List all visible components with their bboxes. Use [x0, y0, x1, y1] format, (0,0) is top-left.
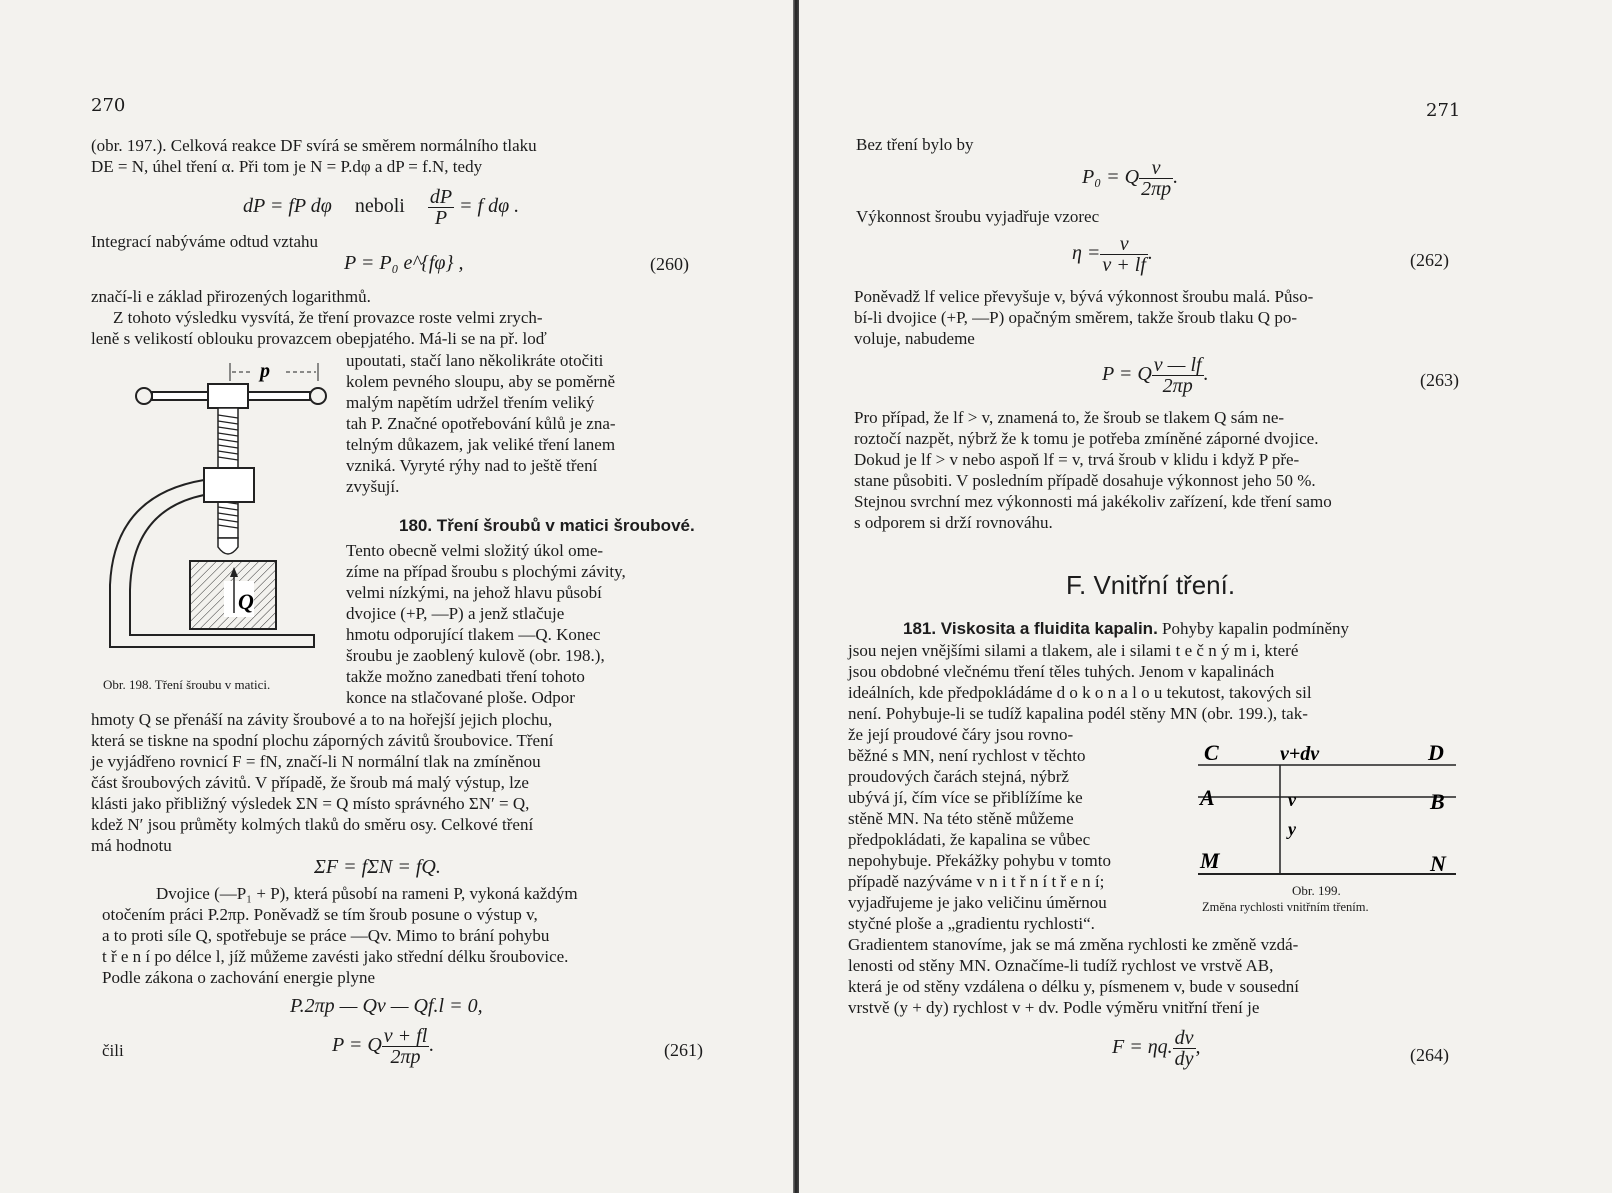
text-line: která je od stěny vzdálena o délku y, písmenem v, bude v sousední — [848, 977, 1300, 996]
equation-264 — [1112, 1028, 1201, 1069]
equation-energy: P.2πp — Qv — Qf.l = 0, — [290, 995, 483, 1017]
eq-fraction — [428, 187, 454, 228]
label-v: v — [1288, 790, 1296, 810]
text-line: běžné s MN, není rychlost v těchto — [848, 746, 1086, 765]
text-line: Dvojice (—P₁ + P), která působí na rameni P, vykoná každým — [156, 884, 578, 903]
text-line: lenosti od stěny MN. Označíme-li tudíž rychlost ve vrstvě AB, — [848, 956, 1274, 975]
label-D: D — [1428, 740, 1444, 765]
book-spine — [793, 0, 799, 1193]
text-line: jsou obdobné vlečnému tření těles tuhých. Jenom v kapalinách — [848, 662, 1275, 681]
text-line: hmotu odporující tlakem —Q. Konec — [346, 625, 601, 644]
eq-fraction — [1100, 234, 1148, 275]
equation-number-264: (264) — [1410, 1045, 1449, 1065]
fraction-numerator: v — [1139, 158, 1173, 179]
text-line: značí-li e základ přirozených logarithmů. — [91, 287, 371, 306]
text-line: vrstvě (y + dy) rychlost v + dv. Podle výměru vnitřní tření je — [848, 998, 1260, 1017]
text-line: kolem pevného sloupu, aby se poměrně — [346, 372, 616, 391]
text-line: Tento obecně velmi složitý úkol ome- — [346, 541, 604, 560]
eq-tail: . — [429, 1034, 435, 1057]
text-line: upoutati, stačí lano několikráte otočiti — [346, 351, 604, 370]
paragraph-181-start — [903, 618, 1349, 639]
text-line: ubývá jí, čím více se přiblížíme ke — [848, 788, 1083, 807]
text-line: ideálních, kde předpokládáme d o k o n a l o u tekutost, takových sil — [848, 683, 1312, 702]
label-A: A — [1200, 785, 1215, 810]
section-title-F: F. Vnitřní tření. — [1066, 570, 1236, 600]
text-line: DE = N, úhel tření α. Při tom je N = P.dφ a dP = f.N, tedy — [91, 157, 483, 176]
eq-left: F = ηq. — [1112, 1036, 1173, 1059]
text-line: Bez tření bylo by — [856, 135, 974, 154]
label-y: y — [1288, 819, 1296, 839]
text-line: t ř e n í po délce l, jíž můžeme zavésti jako střední délku šroubovice. — [102, 947, 569, 966]
text-line: Poněvadž lf velice převyšuje v, bývá výkonnost šroubu malá. Půso- — [854, 287, 1314, 306]
equation-number-260: (260) — [650, 254, 689, 274]
text-line: Podle zákona o zachování energie plyne — [102, 968, 375, 987]
equation-262 — [1072, 234, 1153, 275]
fraction-numerator: dv — [1174, 1027, 1194, 1049]
fraction-numerator: v — [1100, 234, 1148, 255]
text-line: vyjadřujeme je jako veličinu úměrnou — [848, 893, 1107, 912]
text-line: má hodnotu — [91, 836, 172, 855]
text-line: leně s velikostí oblouku provazcem obepjatého. Má-li se na př. loď — [91, 329, 547, 348]
text-line: není. Pohybuje-li se tudíž kapalina podél stěny MN (obr. 199.), tak- — [848, 704, 1308, 723]
text-line: proudových čarách stejná, nýbrž — [848, 767, 1069, 786]
text-line: (obr. 197.). Celková reakce DF svírá se směrem normálního tlaku — [91, 136, 537, 155]
label-N: N — [1430, 851, 1446, 876]
text-line: Dokud je lf > v nebo aspoň lf = v, trvá šroub v klidu i když P pře- — [854, 450, 1300, 469]
page-number-left: 270 — [91, 95, 126, 116]
text-line: nepohybuje. Překážky pohybu v tomto — [848, 851, 1111, 870]
text-line: je vyjádřeno rovnicí F = fN, značí-li N normální tlak na zmíněnou — [91, 752, 541, 771]
eq-word: neboli — [354, 195, 405, 218]
equation-number-263: (263) — [1420, 370, 1459, 390]
figure-199-caption-number: Obr. 199. — [1292, 883, 1341, 898]
text-line: dvojice (+P, —P) a jenž stlačuje — [346, 604, 565, 623]
equation-261 — [332, 1026, 434, 1067]
section-heading-180: 180. Tření šroubů v matici šroubové. — [399, 516, 695, 535]
section-heading-181: 181. Viskosita a fluidita kapalin. — [903, 619, 1158, 638]
equation-263 — [1102, 355, 1209, 396]
eq-fraction — [382, 1026, 430, 1067]
label-B: B — [1430, 789, 1445, 814]
page-right — [800, 0, 1612, 1193]
fraction-denominator: dy — [1174, 1048, 1194, 1070]
text-line: bí-li dvojice (+P, —P) opačným směrem, takže šroub tlaku Q po- — [854, 308, 1297, 327]
label-v-dv: v+dv — [1280, 743, 1320, 765]
text-fragment: Pohyby kapalin podmíněny — [1157, 619, 1350, 638]
text-line: Výkonnost šroubu vyjadřuje vzorec — [856, 207, 1100, 226]
eq-tail: . — [1203, 363, 1209, 386]
fraction-denominator: P — [434, 207, 448, 229]
label-p: p — [260, 360, 270, 382]
eq-left: dP = fP dφ — [243, 195, 332, 218]
text-line: klásti jako přibližný výsledek ΣN = Q místo správného ΣN′ = Q, — [91, 794, 530, 813]
equation-260: P = P₀ e^{fφ} , — [344, 252, 464, 274]
text-cili: čili — [102, 1041, 124, 1060]
figure-198-caption: Obr. 198. Tření šroubu v matici. — [103, 677, 271, 692]
text-line: roztočí nazpět, nýbrž že k tomu je potřeba zmíněné záporné dvojice. — [854, 429, 1319, 448]
fraction-denominator: 2πp — [390, 1046, 421, 1068]
text-line: velmi nízkými, na jehož hlavu působí — [346, 583, 602, 602]
text-line: Gradientem stanovíme, jak se má změna rychlosti ke změně vzdá- — [848, 935, 1299, 954]
text-line: Z tohoto výsledku vysvítá, že tření provazce roste velmi zrych- — [113, 308, 543, 327]
text-line: konce na stlačované ploše. Odpor — [346, 688, 575, 707]
eq-tail: . — [1173, 166, 1179, 189]
text-line: která se tiskne na spodní plochu záporných závitů šroubovice. Tření — [91, 731, 554, 750]
eq-left: η = — [1072, 242, 1101, 265]
text-line: případě nazýváme v n i t ř n í t ř e n í; — [848, 872, 1105, 891]
text-line: malým napětím udržel třením veliký — [346, 393, 595, 412]
fraction-numerator: v — lf — [1153, 354, 1202, 376]
eq-fraction — [1139, 158, 1173, 199]
eq-tail: . — [1147, 242, 1153, 265]
text-line: styčné ploše a „gradientu rychlosti“. — [848, 914, 1095, 933]
eq-fraction — [1152, 355, 1204, 396]
eq-left: P = Q — [332, 1034, 382, 1057]
equation-sum-friction: ΣF = fΣN = fQ. — [314, 856, 441, 878]
fraction-denominator: 2πp — [1141, 178, 1172, 200]
text-line: Integrací nabýváme odtud vztahu — [91, 232, 319, 251]
equation-number-261: (261) — [664, 1040, 703, 1060]
fraction-numerator: v + fl — [383, 1025, 428, 1047]
text-line: stěně MN. Na této stěně můžeme — [848, 809, 1074, 828]
equation-number-262: (262) — [1410, 250, 1449, 270]
label-C: C — [1204, 740, 1219, 765]
eq-tail: , — [1195, 1036, 1201, 1059]
eq-left: P₀ = Q — [1082, 166, 1140, 189]
page-number-right: 271 — [1426, 100, 1461, 121]
eq-fraction — [1173, 1028, 1196, 1069]
text-line: předpokládati, že kapalina se vůbec — [848, 830, 1091, 849]
text-line: kdež N′ jsou průměty kolmých tlaků do směru osy. Celkové tření — [91, 815, 534, 834]
equation-P0 — [1082, 158, 1178, 199]
text-line: Stejnou svrchní mez výkonnosti má jakékoliv zařízení, kde tření samo — [854, 492, 1332, 511]
eq-right: = f dφ . — [459, 195, 520, 218]
fraction-denominator: v + lf — [1102, 254, 1146, 276]
text-line: část šroubových závitů. V případě, že šroub má malý výstup, lze — [91, 773, 529, 792]
text-line: a to proti síle Q, spotřebuje se práce —Qv. Mimo to brání pohybu — [102, 926, 550, 945]
text-line: tah P. Značné opotřebování kůlů je zna- — [346, 414, 616, 433]
text-line: že její proudové čáry jsou rovno- — [848, 725, 1074, 744]
fraction-denominator: 2πp — [1162, 375, 1193, 397]
text-line: s odporem si drží rovnováhu. — [854, 513, 1053, 532]
figure-199-velocity-gradient — [1194, 733, 1464, 883]
equation-dP — [243, 187, 519, 228]
text-line: jsou nejen vnějšími silami a tlakem, ale i silami t e č n ý m i, které — [848, 641, 1299, 660]
text-line: Pro případ, že lf > v, znamená to, že šroub se tlakem Q sám ne- — [854, 408, 1285, 427]
text-line: otočením práci P.2πp. Poněvadž se tím šroub posune o výstup v, — [102, 905, 538, 924]
text-line: vzniká. Vyryté rýhy nad to ještě tření — [346, 456, 598, 475]
figure-199-caption-title: Změna rychlosti vnitřním třením. — [1202, 900, 1369, 914]
label-M: M — [1200, 848, 1220, 873]
text-line: hmoty Q se přenáší na závity šroubové a to na hořejší jejich plochu, — [91, 710, 553, 729]
text-line: zíme na případ šroubu s plochými závity, — [346, 562, 626, 581]
figure-198-screw-clamp — [100, 355, 340, 675]
eq-left: P = Q — [1102, 363, 1152, 386]
text-line: zvyšují. — [346, 477, 400, 496]
label-q: Q — [238, 589, 254, 614]
text-line: šroubu je zaoblený kulově (obr. 198.), — [346, 646, 605, 665]
fraction-numerator: dP — [429, 186, 453, 208]
text-line: voluje, nabudeme — [854, 329, 975, 348]
text-line: stane působiti. V posledním případě dosahuje výkonnost jeho 50 %. — [854, 471, 1316, 490]
text-line: takže možno zanedbati tření tohoto — [346, 667, 585, 686]
page-left — [0, 0, 792, 1193]
text-line: telným důkazem, jak veliké tření lanem — [346, 435, 616, 454]
